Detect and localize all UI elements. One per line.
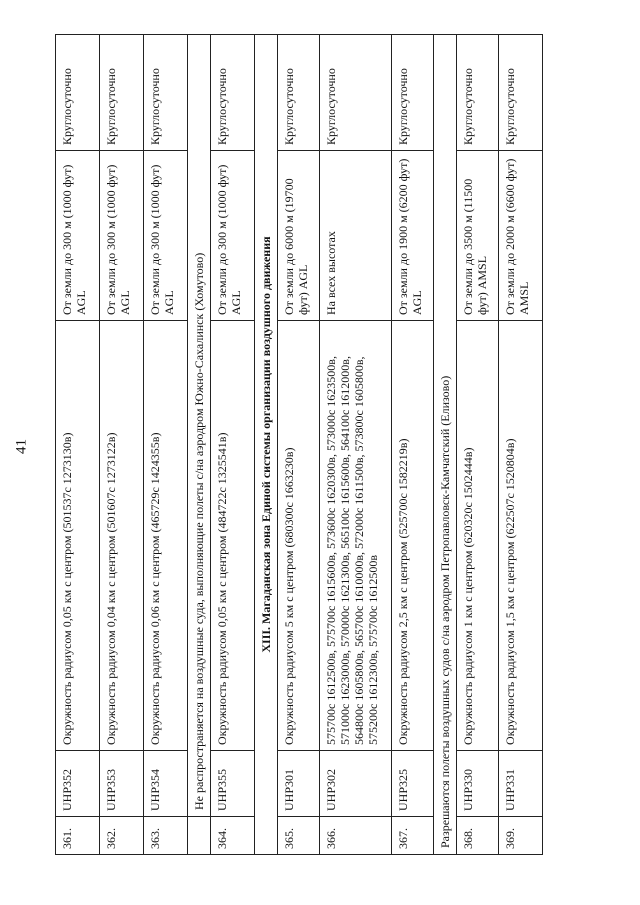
zone-time: Круглосуточно [320,35,392,151]
section-title: XIII. Магаданская зона Единой системы организации воздушного движения [255,35,278,855]
zone-altitude: На всех высотах [320,151,392,321]
zone-time: Круглосуточно [144,35,188,151]
row-number: 368. [457,817,499,855]
zone-description: Окружность радиусом 0,05 км с центром (501537с 1273130в) [56,321,100,751]
row-number: 369. [499,817,543,855]
zone-description: Окружность радиусом 0,04 км с центром (501607с 1273122в) [100,321,144,751]
zone-time: Круглосуточно [56,35,100,151]
table-row [211,35,255,855]
row-number: 366. [320,817,392,855]
zone-altitude: От земли до 300 м (1000 фут) AGL [100,151,144,321]
table-row [56,35,100,855]
zone-description: Окружность радиусом 5 км с центром (680300с 1663230в) [278,321,320,751]
zone-altitude: От земли до 2000 м (6600 фут) AMSL [499,151,543,321]
row-number: 365. [278,817,320,855]
zone-id: UHP354 [144,751,188,817]
zone-id: UHP353 [100,751,144,817]
zone-time: Круглосуточно [392,35,434,151]
row-number: 362. [100,817,144,855]
zone-altitude: От земли до 300 м (1000 фут) AGL [144,151,188,321]
row-number: 367. [392,817,434,855]
zone-description: Окружность радиусом 1 км с центром (620320с 1502444в) [457,321,499,751]
page-number: 41 [13,439,30,454]
zone-description: Окружность радиусом 0,05 км с центром (484722с 1325541в) [211,321,255,751]
zone-altitude: От земли до 6000 м (19700 фут) AGL [278,151,320,321]
note-row [434,35,457,855]
table-row [144,35,188,855]
zone-time: Круглосуточно [211,35,255,151]
table-row [278,35,320,855]
table-row [320,35,392,855]
zone-altitude: От земли до 300 м (1000 фут) AGL [211,151,255,321]
table-row [499,35,543,855]
note-text: Разрешаются полеты воздушных судов с/на аэродром Петропавловск-Камчатский (Елизово) [434,35,457,855]
zone-description: Окружность радиусом 2,5 км с центром (525700с 1582219в) [392,321,434,751]
row-number: 363. [144,817,188,855]
zone-id: UHP352 [56,751,100,817]
zone-description: 575700с 1612500в, 575700с 1615600в, 573600с 1620300в, 573000с 1623500в, 571000с 1623000в, 570000с 1621300в, 565100с 1615600в, 564100с 1612000в, 564800с 1605800в, 565700с 1610000в, 572000с 1611500в, 573800с 1605800в, 575200с 1612300в, 575700с 1612500в [320,321,392,751]
table-row [457,35,499,855]
zone-time: Круглосуточно [457,35,499,151]
row-number: 364. [211,817,255,855]
note-row [188,35,211,855]
zone-id: UHP301 [278,751,320,817]
zone-time: Круглосуточно [278,35,320,151]
zone-description: Окружность радиусом 0,06 км с центром (465729с 1424355в) [144,321,188,751]
note-text: Не распространяется на воздушные суда, выполняющие полеты с/на аэродром Южно-Сахалинск (Хомутово) [188,35,211,817]
zone-altitude: От земли до 3500 м (11500 фут) AMSL [457,151,499,321]
table-row [100,35,144,855]
rotated-table-container [55,35,531,855]
zone-time: Круглосуточно [499,35,543,151]
zone-id: UHP331 [499,751,543,817]
zone-altitude: От земли до 300 м (1000 фут) AGL [56,151,100,321]
zone-id: UHP325 [392,751,434,817]
zone-id: UHP302 [320,751,392,817]
table-row [392,35,434,855]
zone-id: UHP355 [211,751,255,817]
zone-altitude: От земли до 1900 м (6200 фут) AGL [392,151,434,321]
empty-cell [188,817,211,855]
zone-id: UHP330 [457,751,499,817]
row-number: 361. [56,817,100,855]
zone-description: Окружность радиусом 1,5 км с центром (622507с 1520804в) [499,321,543,751]
restricted-zones-table [55,34,543,855]
zone-time: Круглосуточно [100,35,144,151]
section-row [255,35,278,855]
